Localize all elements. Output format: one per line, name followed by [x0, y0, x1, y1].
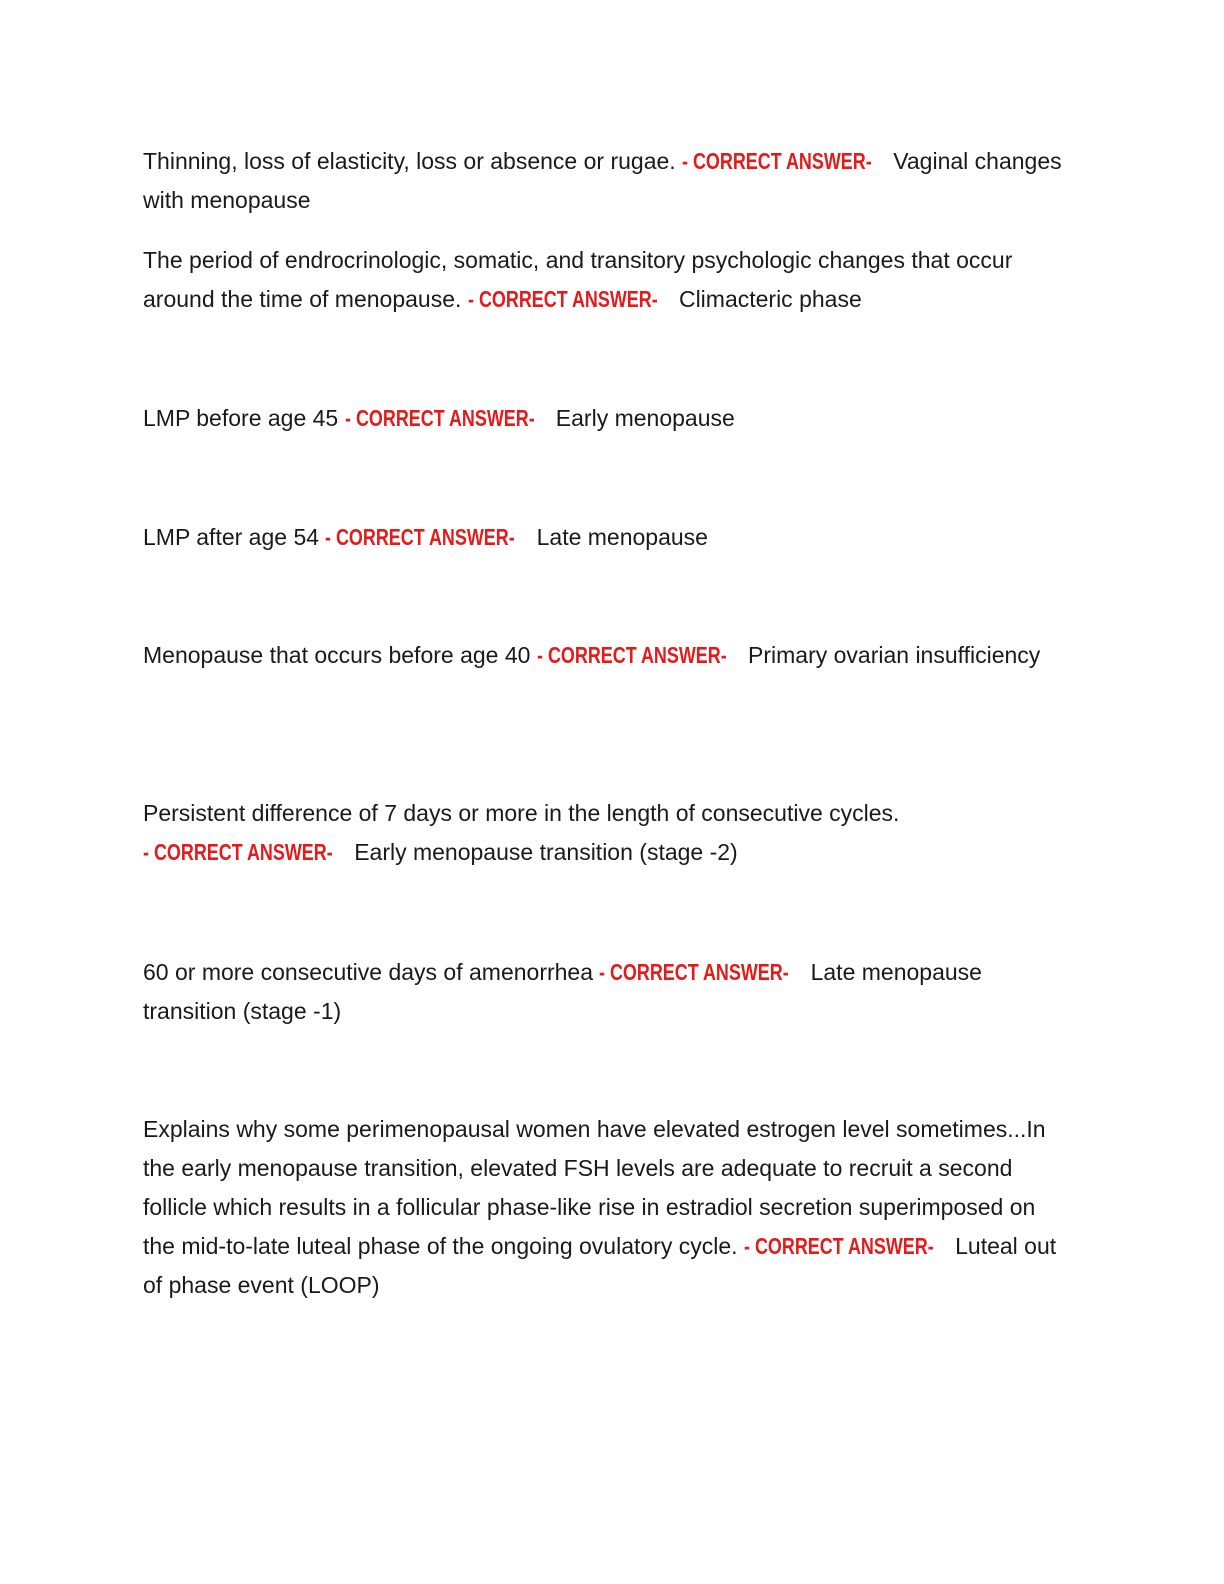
answer-text: Late menopause — [536, 524, 708, 550]
flashcard-5 — [143, 636, 1063, 675]
correct-answer-separator: - CORRECT ANSWER- — [536, 642, 727, 668]
flashcard-3 — [143, 399, 1063, 438]
flashcard-1 — [143, 142, 1063, 220]
question-text: LMP before age 45 — [143, 405, 345, 431]
correct-answer-separator: - CORRECT ANSWER- — [743, 1233, 934, 1259]
flashcard-6 — [143, 794, 1063, 872]
correct-answer-separator: - CORRECT ANSWER- — [599, 959, 790, 985]
flashcard-4 — [143, 518, 1063, 557]
correct-answer-separator: - CORRECT ANSWER- — [467, 286, 658, 312]
answer-text: Vaginal changes with menopause — [143, 148, 1062, 213]
question-text: 60 or more consecutive days of amenorrhea — [143, 959, 600, 985]
question-text: Menopause that occurs before age 40 — [143, 642, 537, 668]
correct-answer-separator: - CORRECT ANSWER- — [143, 839, 333, 865]
answer-text: Late menopause transition (stage -1) — [143, 959, 982, 1024]
flashcard-7 — [143, 953, 1063, 1031]
answer-text: Early menopause transition (stage -2) — [354, 839, 738, 865]
question-text: LMP after age 54 — [143, 524, 326, 550]
answer-text: Luteal out of phase event (LOOP) — [143, 1233, 1057, 1298]
question-text: The period of endrocrinologic, somatic, and transitory psychologic changes that occur around the time of menopause. — [143, 247, 1013, 312]
correct-answer-separator: - CORRECT ANSWER- — [325, 524, 516, 550]
question-text: Persistent difference of 7 days or more in the length of consecutive cycles. — [143, 800, 900, 826]
flashcard-2 — [143, 241, 1063, 319]
answer-text: Climacteric phase — [678, 286, 862, 312]
question-text: Thinning, loss of elasticity, loss or absence or rugae. — [143, 148, 683, 174]
answer-text: Early menopause — [555, 405, 735, 431]
answer-text: Primary ovarian insufficiency — [748, 642, 1041, 668]
correct-answer-separator: - CORRECT ANSWER- — [682, 148, 872, 174]
question-text: Explains why some perimenopausal women have elevated estrogen level sometimes...In the early menopause transition, elevated FSH levels are adequate to recruit a second follicle which results in a follicular phase-like rise in estradiol secretion superimposed on the mid-to-late luteal phase of the ongoing ovulatory cycle. — [143, 1116, 1046, 1259]
flashcard-8 — [143, 1110, 1063, 1305]
correct-answer-separator: - CORRECT ANSWER- — [344, 405, 535, 431]
